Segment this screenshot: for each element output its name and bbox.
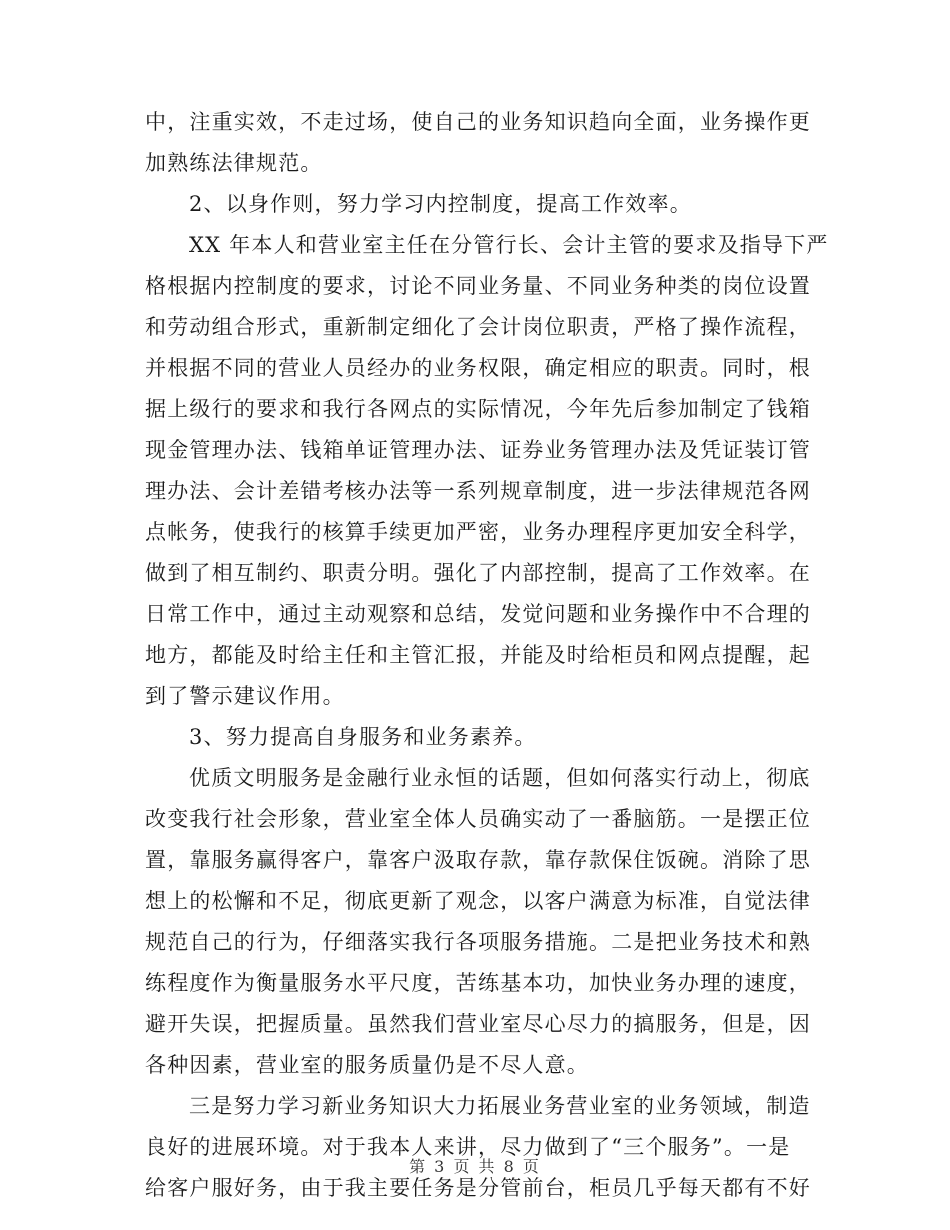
page-number-footer: 第 3 页 共 8 页 [409,1157,541,1176]
text-line: 理办法、会计差错考核办法等一系列规章制度，进一步法律规范各网 [145,479,811,503]
text-line: 避开失误，把握质量。虽然我们营业室尽心尽力的搞服务，但是，因 [145,1012,811,1036]
text-line: 中，注重实效，不走过场，使自己的业务知识趋向全面，业务操作更 [145,110,811,134]
text-line: 现金管理办法、钱箱单证管理办法、证券业务管理办法及凭证装订管 [145,438,811,462]
text-line: 格根据内控制度的要求，讨论不同业务量、不同业务种类的岗位设置 [145,274,811,298]
text-line: 置，靠服务赢得客户，靠客户汲取存款，靠存款保住饭碗。消除了思 [145,848,811,872]
text-line: 点帐务，使我行的核算手续更加严密，业务办理程序更加安全科学， [145,520,811,544]
text-line: 想上的松懈和不足，彻底更新了观念，以客户满意为标准，自觉法律 [145,889,811,913]
text-line: 做到了相互制约、职责分明。强化了内部控制，提高了工作效率。在 [145,561,811,585]
text-line: 三是努力学习新业务知识大力拓展业务营业室的业务领域，制造 [189,1094,811,1118]
text-line: 练程度作为衡量服务水平尺度，苦练基本功，加快业务办理的速度， [145,971,811,995]
text-line: 和劳动组合形式，重新制定细化了会计岗位职责，严格了操作流程， [145,315,811,339]
text-line: 并根据不同的营业人员经办的业务权限，确定相应的职责。同时，根 [145,356,811,380]
text-line: 规范自己的行为，仔细落实我行各项服务措施。二是把业务技术和熟 [145,930,811,954]
text-line: 据上级行的要求和我行各网点的实际情况，今年先后参加制定了钱箱 [145,397,811,421]
text-line: 改变我行社会形象，营业室全体人员确实动了一番脑筋。一是摆正位 [145,807,811,831]
document-body [145,102,829,1209]
text-line: 日常工作中，通过主动观察和总结，发觉问题和业务操作中不合理的 [145,602,811,626]
text-line: 加熟练法律规范。 [145,151,323,175]
text-line: 良好的进展环境。对于我本人来讲，尽力做到了“三个服务”。一是 [145,1135,791,1159]
text-line: 各种因素，营业室的服务质量仍是不尽人意。 [145,1053,589,1077]
section-heading: 3、努力提高自身服务和业务素养。 [189,725,537,749]
text-line: 优质文明服务是金融行业永恒的话题，但如何落实行动上，彻底 [189,766,811,790]
text-line: 地方，都能及时给主任和主管汇报，并能及时给柜员和网点提醒，起 [145,643,811,667]
text-line: 给客户服好务，由于我主要任务是分管前台，柜员几乎每天都有不好 [145,1176,811,1200]
text-line: 到了警示建议作用。 [145,684,345,708]
text-line: XX 年本人和营业室主任在分管行长、会计主管的要求及指导下严 [189,233,829,257]
section-heading: 2、以身作则，努力学习内控制度，提高工作效率。 [189,192,692,216]
